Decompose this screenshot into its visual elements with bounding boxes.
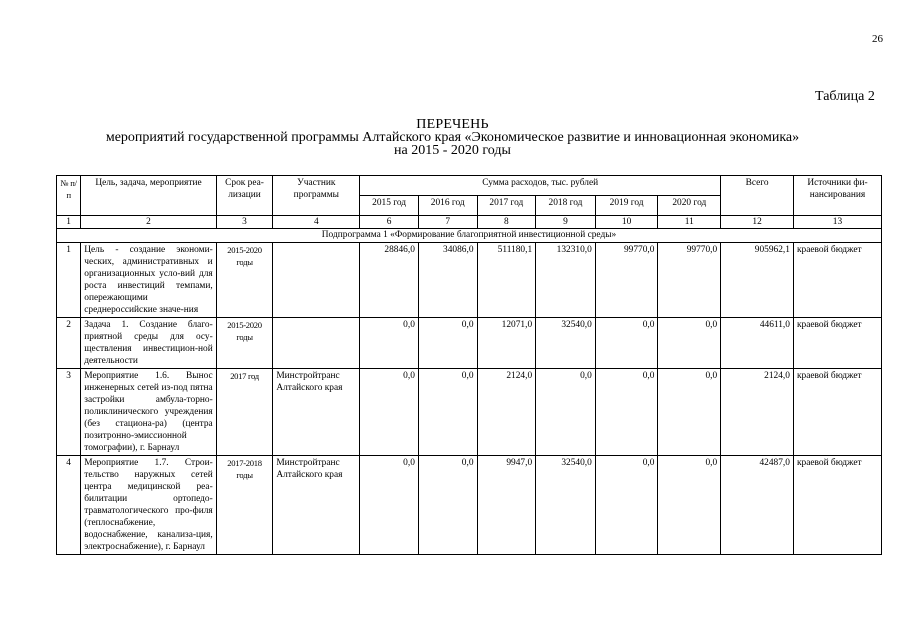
row-total: 905962,1 [721, 243, 794, 318]
row-total: 2124,0 [721, 369, 794, 456]
row-value: 0,0 [595, 318, 658, 369]
row-value: 0,0 [360, 369, 419, 456]
row-participant: Минстройтранс Алтайского края [273, 369, 360, 456]
row-participant: Минстройтранс Алтайского края [273, 456, 360, 555]
row-term: 2015-2020 годы [216, 243, 273, 318]
row-source: краевой бюджет [793, 456, 881, 555]
year-cell: 2015 год [360, 196, 419, 216]
row-value: 12071,0 [477, 318, 536, 369]
row-num: 1 [57, 243, 81, 318]
col-number: 11 [658, 216, 721, 229]
row-value: 34086,0 [418, 243, 477, 318]
title-line-2: мероприятий государственной программы Алтайского края «Экономическое развитие и инновационная экономика» [105, 130, 800, 145]
row-value: 28846,0 [360, 243, 419, 318]
measures-table [56, 175, 882, 555]
col-number: 6 [360, 216, 419, 229]
row-goal: Мероприятие 1.6. Вынос инженерных сетей из-под пятна застройки амбула-торно-поликлинического учреждения (без стациона-ра) (центра позитронно-эмиссионной томографии), г. Барнаул [81, 369, 216, 456]
table-row [57, 369, 882, 456]
row-value: 32540,0 [536, 456, 596, 555]
row-participant [273, 243, 360, 318]
document-title [0, 118, 905, 157]
row-source: краевой бюджет [793, 369, 881, 456]
col-number: 10 [595, 216, 658, 229]
row-value: 132310,0 [536, 243, 596, 318]
title-line-1: ПЕРЕЧЕНЬ [416, 117, 489, 132]
row-value: 0,0 [418, 369, 477, 456]
row-term: 2017-2018 годы [216, 456, 273, 555]
row-value: 0,0 [418, 318, 477, 369]
row-num: 2 [57, 318, 81, 369]
col-number: 9 [536, 216, 596, 229]
row-goal: Цель - создание экономи-ческих, административных и организационных усло-вий для роста инвестиций темпами, опережающими среднероссийские значе-ния [81, 243, 216, 318]
subprogram-row [57, 229, 882, 243]
row-value: 0,0 [658, 318, 721, 369]
row-term: 2015-2020 годы [216, 318, 273, 369]
row-value: 99770,0 [595, 243, 658, 318]
year-cell: 2017 год [477, 196, 536, 216]
row-value: 9947,0 [477, 456, 536, 555]
row-value: 0,0 [536, 369, 596, 456]
row-participant [273, 318, 360, 369]
header-num: № п/п [57, 176, 81, 216]
row-total: 42487,0 [721, 456, 794, 555]
table-row [57, 456, 882, 555]
year-cell: 2019 год [595, 196, 658, 216]
row-value: 0,0 [595, 369, 658, 456]
row-source: краевой бюджет [793, 318, 881, 369]
row-source: краевой бюджет [793, 243, 881, 318]
col-number: 4 [273, 216, 360, 229]
table-row [57, 243, 882, 318]
table-row [57, 318, 882, 369]
col-number: 1 [57, 216, 81, 229]
year-cell: 2020 год [658, 196, 721, 216]
row-value: 0,0 [595, 456, 658, 555]
header-term: Срок реа-лизации [216, 176, 273, 216]
title-line-3: на 2015 - 2020 годы [394, 143, 511, 158]
table-label: Таблица 2 [815, 89, 875, 104]
year-cell: 2018 год [536, 196, 596, 216]
row-value: 0,0 [658, 369, 721, 456]
column-number-row [57, 216, 882, 229]
row-num: 3 [57, 369, 81, 456]
subprogram-title: Подпрограмма 1 «Формирование благоприятной инвестиционной среды» [57, 229, 882, 243]
row-goal: Задача 1. Создание благо-приятной среды для осу-ществления инвестицион-ной деятельности [81, 318, 216, 369]
row-term: 2017 год [216, 369, 273, 456]
row-value: 2124,0 [477, 369, 536, 456]
col-number: 7 [418, 216, 477, 229]
row-value: 32540,0 [536, 318, 596, 369]
year-cell: 2016 год [418, 196, 477, 216]
row-total: 44611,0 [721, 318, 794, 369]
col-number: 12 [721, 216, 794, 229]
header-sources: Источники фи-нансирования [793, 176, 881, 216]
col-number: 2 [81, 216, 216, 229]
row-value: 0,0 [418, 456, 477, 555]
header-total: Всего [721, 176, 794, 216]
header-goal: Цель, задача, мероприятие [81, 176, 216, 216]
col-number: 8 [477, 216, 536, 229]
header-row [57, 176, 882, 196]
row-value: 0,0 [658, 456, 721, 555]
header-participant: Участник программы [273, 176, 360, 216]
row-value: 511180,1 [477, 243, 536, 318]
row-goal: Мероприятие 1.7. Строи-тельство наружных сетей центра медицинской реа-билитации ортопедо-травматологического про-филя (теплоснабжение, водоснабжение, канализа-ция, электроснабжение), г. Барнаул [81, 456, 216, 555]
row-num: 4 [57, 456, 81, 555]
page-number: 26 [872, 33, 883, 45]
row-value: 99770,0 [658, 243, 721, 318]
col-number: 3 [216, 216, 273, 229]
row-value: 0,0 [360, 318, 419, 369]
header-sum: Сумма расходов, тыс. рублей [360, 176, 721, 196]
col-number: 13 [793, 216, 881, 229]
row-value: 0,0 [360, 456, 419, 555]
